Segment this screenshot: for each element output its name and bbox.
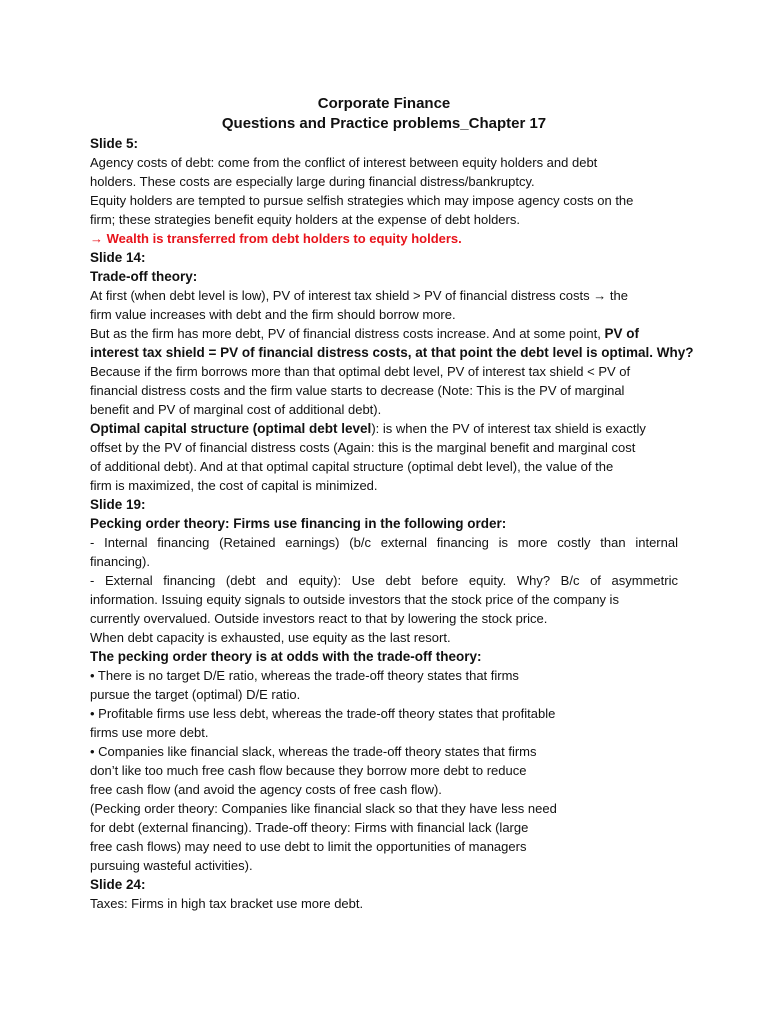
slide-24-heading: Slide 24: <box>90 877 146 892</box>
paragraph-line: - External financing (debt and equity): Use debt before equity. Why? B/c of asymmetric <box>90 573 678 588</box>
paragraph-line: firm is maximized, the cost of capital is minimized. <box>90 478 378 493</box>
bullet-line: free cash flow (and avoid the agency costs of free cash flow). <box>90 782 442 797</box>
bold-paragraph-line: interest tax shield = PV of financial distress costs, at that point the debt level is optimal. Why? <box>90 345 694 360</box>
paragraph-line: financial distress costs and the firm value starts to decrease (Note: This is the PV of marginal <box>90 383 625 398</box>
paragraph-line: firm value increases with debt and the firm should borrow more. <box>90 307 456 322</box>
bullet-line: pursuing wasteful activities). <box>90 858 253 873</box>
paragraph-line: Equity holders are tempted to pursue selfish strategies which may impose agency costs on the <box>90 193 634 208</box>
bullet-line: • There is no target D/E ratio, whereas the trade-off theory states that firms <box>90 668 519 683</box>
bold-text: PV of <box>604 326 639 341</box>
paragraph-line: firm; these strategies benefit equity holders at the expense of debt holders. <box>90 212 520 227</box>
paragraph-line: Agency costs of debt: come from the conflict of interest between equity holders and debt <box>90 155 598 170</box>
paragraph-line: offset by the PV of financial distress costs (Again: this is the marginal benefit and marginal cost <box>90 440 636 455</box>
document-subtitle: Questions and Practice problems_Chapter 17 <box>221 115 547 132</box>
paragraph-text: ): is when the PV of interest tax shield is exactly <box>371 421 646 436</box>
bullet-line: don’t like too much free cash flow because they borrow more debt to reduce <box>90 763 527 778</box>
paragraph-text: But as the firm has more debt, PV of financial distress costs increase. And at some point, <box>90 326 605 341</box>
paragraph-line <box>90 419 678 438</box>
paragraph-line: holders. These costs are especially large during financial distress/bankruptcy. <box>90 174 535 189</box>
bold-text: Optimal capital structure (optimal debt level <box>90 421 372 436</box>
slide-19-heading: Slide 19: <box>90 497 146 512</box>
paragraph-line: information. Issuing equity signals to outside investors that the stock price of the company is <box>90 592 619 607</box>
paragraph-line: At first (when debt level is low), PV of interest tax shield > PV of financial distress costs → the <box>90 288 628 303</box>
paragraph-line <box>90 324 678 343</box>
bullet-line: for debt (external financing). Trade-off theory: Firms with financial lack (large <box>90 820 529 835</box>
pecking-order-heading: Pecking order theory: Firms use financing in the following order: <box>90 516 507 531</box>
paragraph-line: Taxes: Firms in high tax bracket use more debt. <box>90 896 364 911</box>
bullet-line: (Pecking order theory: Companies like financial slack so that they have less need <box>90 801 557 816</box>
paragraph-line: When debt capacity is exhausted, use equity as the last resort. <box>90 630 451 645</box>
slide-14-heading: Slide 14: <box>90 250 146 265</box>
paragraph-line: currently overvalued. Outside investors react to that by lowering the stock price. <box>90 611 548 626</box>
bullet-line: firms use more debt. <box>90 725 209 740</box>
paragraph-line: of additional debt). And at that optimal capital structure (optimal debt level), the value of the <box>90 459 614 474</box>
trade-off-theory-heading: Trade-off theory: <box>90 269 198 284</box>
slide-5-heading: Slide 5: <box>90 136 139 151</box>
paragraph-line: benefit and PV of marginal cost of additional debt). <box>90 402 382 417</box>
bullet-line: • Profitable firms use less debt, whereas the trade-off theory states that profitable <box>90 706 556 721</box>
bullet-line: pursue the target (optimal) D/E ratio. <box>90 687 301 702</box>
bullet-line: • Companies like financial slack, whereas the trade-off theory states that firms <box>90 744 537 759</box>
paragraph-line: Because if the firm borrows more than that optimal debt level, PV of interest tax shield < PV of <box>90 364 631 379</box>
highlight-conclusion: → Wealth is transferred from debt holders to equity holders. <box>90 231 462 246</box>
odds-heading: The pecking order theory is at odds with the trade-off theory: <box>90 649 482 664</box>
document-title: Corporate Finance <box>317 95 451 112</box>
paragraph-line: - Internal financing (Retained earnings) (b/c external financing is more costly than internal <box>90 535 678 550</box>
paragraph-line: financing). <box>90 554 150 569</box>
bullet-line: free cash flows) may need to use debt to limit the opportunities of managers <box>90 839 527 854</box>
